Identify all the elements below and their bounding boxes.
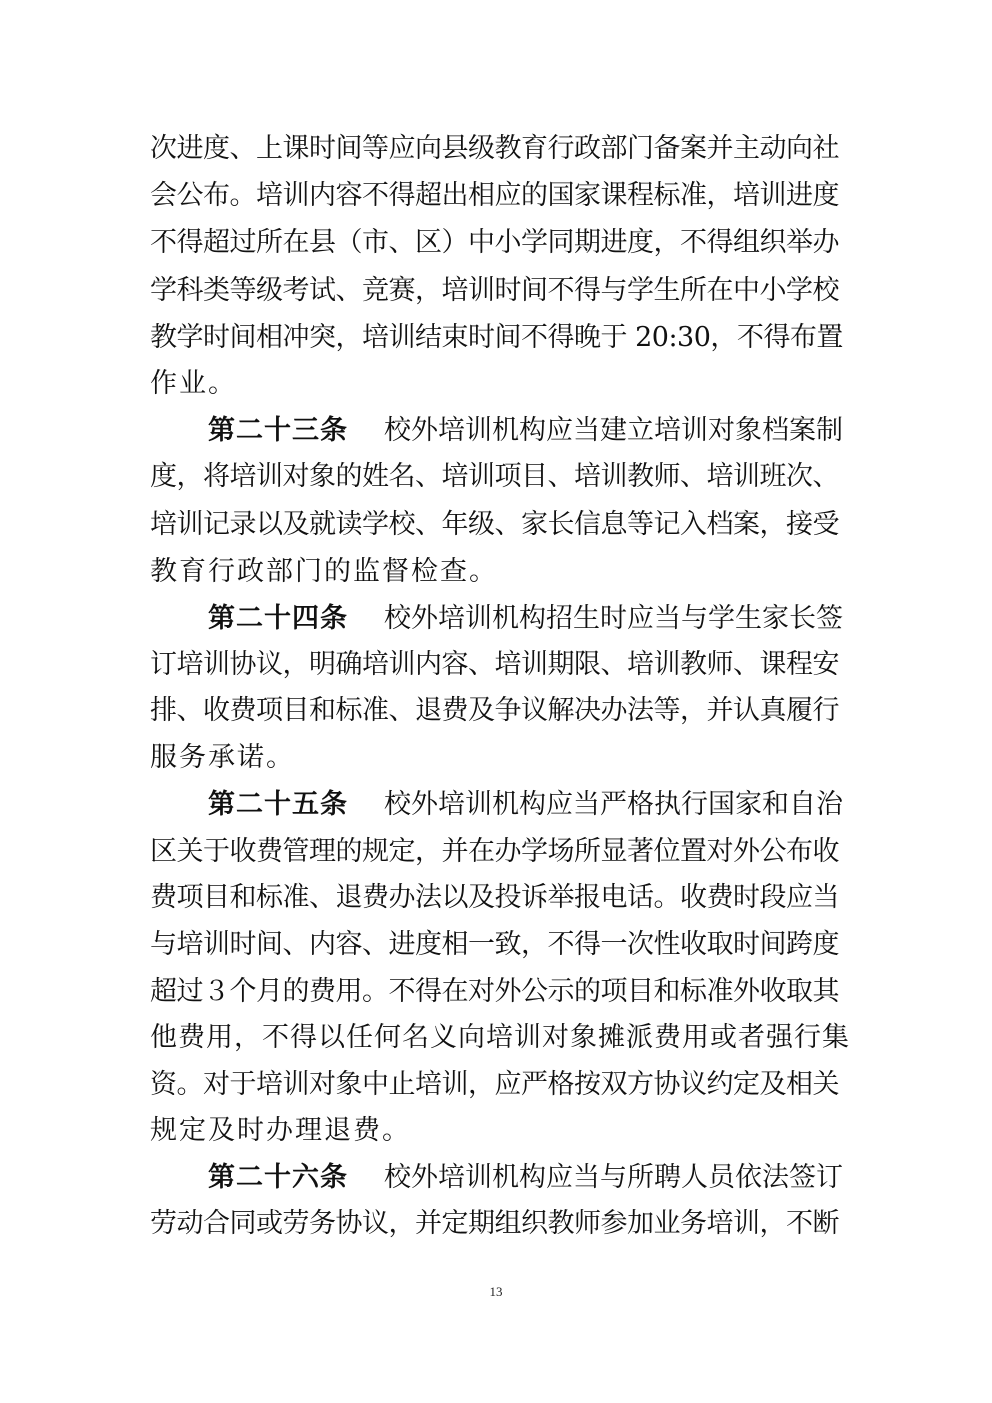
body-line: 度，将培训对象的姓名、培训项目、培训教师、培训班次、 <box>150 461 839 492</box>
article-title: 第二十四条 <box>208 603 348 634</box>
body-line: 会公布。培训内容不得超出相应的国家课程标准，培训进度 <box>150 180 839 211</box>
body-line: 与培训时间、内容、进度相一致，不得一次性收取时间跨度 <box>150 929 839 960</box>
body-line: 教育行政部门的监督检查。 <box>150 556 498 587</box>
article-24-first-line <box>208 599 850 639</box>
body-line: 费项目和标准、退费办法以及投诉举报电话。收费时段应当 <box>150 882 839 913</box>
body-line: 服务承诺。 <box>150 742 295 773</box>
article-26-first-line <box>208 1158 850 1198</box>
body-line: 资。对于培训对象中止培训，应严格按双方协议约定及相关 <box>150 1069 839 1100</box>
article-25-first-line <box>208 785 850 825</box>
article-text: 校外培训机构招生时应当与学生家长签 <box>384 603 843 634</box>
article-text: 校外培训机构应当严格执行国家和自治 <box>384 789 843 820</box>
article-text: 校外培训机构应当与所聘人员依法签订 <box>384 1162 843 1193</box>
article-title: 第二十三条 <box>208 415 348 446</box>
body-line: 订培训协议，明确培训内容、培训期限、培训教师、课程安 <box>150 649 839 680</box>
body-line: 作业。 <box>150 368 237 399</box>
page-number: 13 <box>489 1284 503 1299</box>
body-line: 排、收费项目和标准、退费及争议解决办法等，并认真履行 <box>150 695 839 726</box>
body-line: 区关于收费管理的规定，并在办学场所显著位置对外公布收 <box>150 836 839 867</box>
body-line: 教学时间相冲突，培训结束时间不得晚于 20:30，不得布置 <box>150 322 843 353</box>
body-line: 超过３个月的费用。不得在对外公示的项目和标准外收取其 <box>150 976 839 1007</box>
article-text: 校外培训机构应当建立培训对象档案制 <box>384 415 843 446</box>
article-title: 第二十六条 <box>208 1162 348 1193</box>
body-line: 学科类等级考试、竞赛，培训时间不得与学生所在中小学校 <box>150 275 839 306</box>
article-title: 第二十五条 <box>208 789 348 820</box>
body-line: 次进度、上课时间等应向县级教育行政部门备案并主动向社 <box>150 133 839 164</box>
body-line: 培训记录以及就读学校、年级、家长信息等记入档案，接受 <box>150 509 839 540</box>
body-line: 不得超过所在县（市、区）中小学同期进度，不得组织举办 <box>150 227 839 258</box>
body-line: 劳动合同或劳务协议，并定期组织教师参加业务培训，不断 <box>150 1208 839 1239</box>
article-23-first-line <box>208 411 850 451</box>
body-line: 规定及时办理退费。 <box>150 1115 411 1146</box>
body-line: 他费用，不得以任何名义向培训对象摊派费用或者强行集 <box>150 1022 850 1053</box>
